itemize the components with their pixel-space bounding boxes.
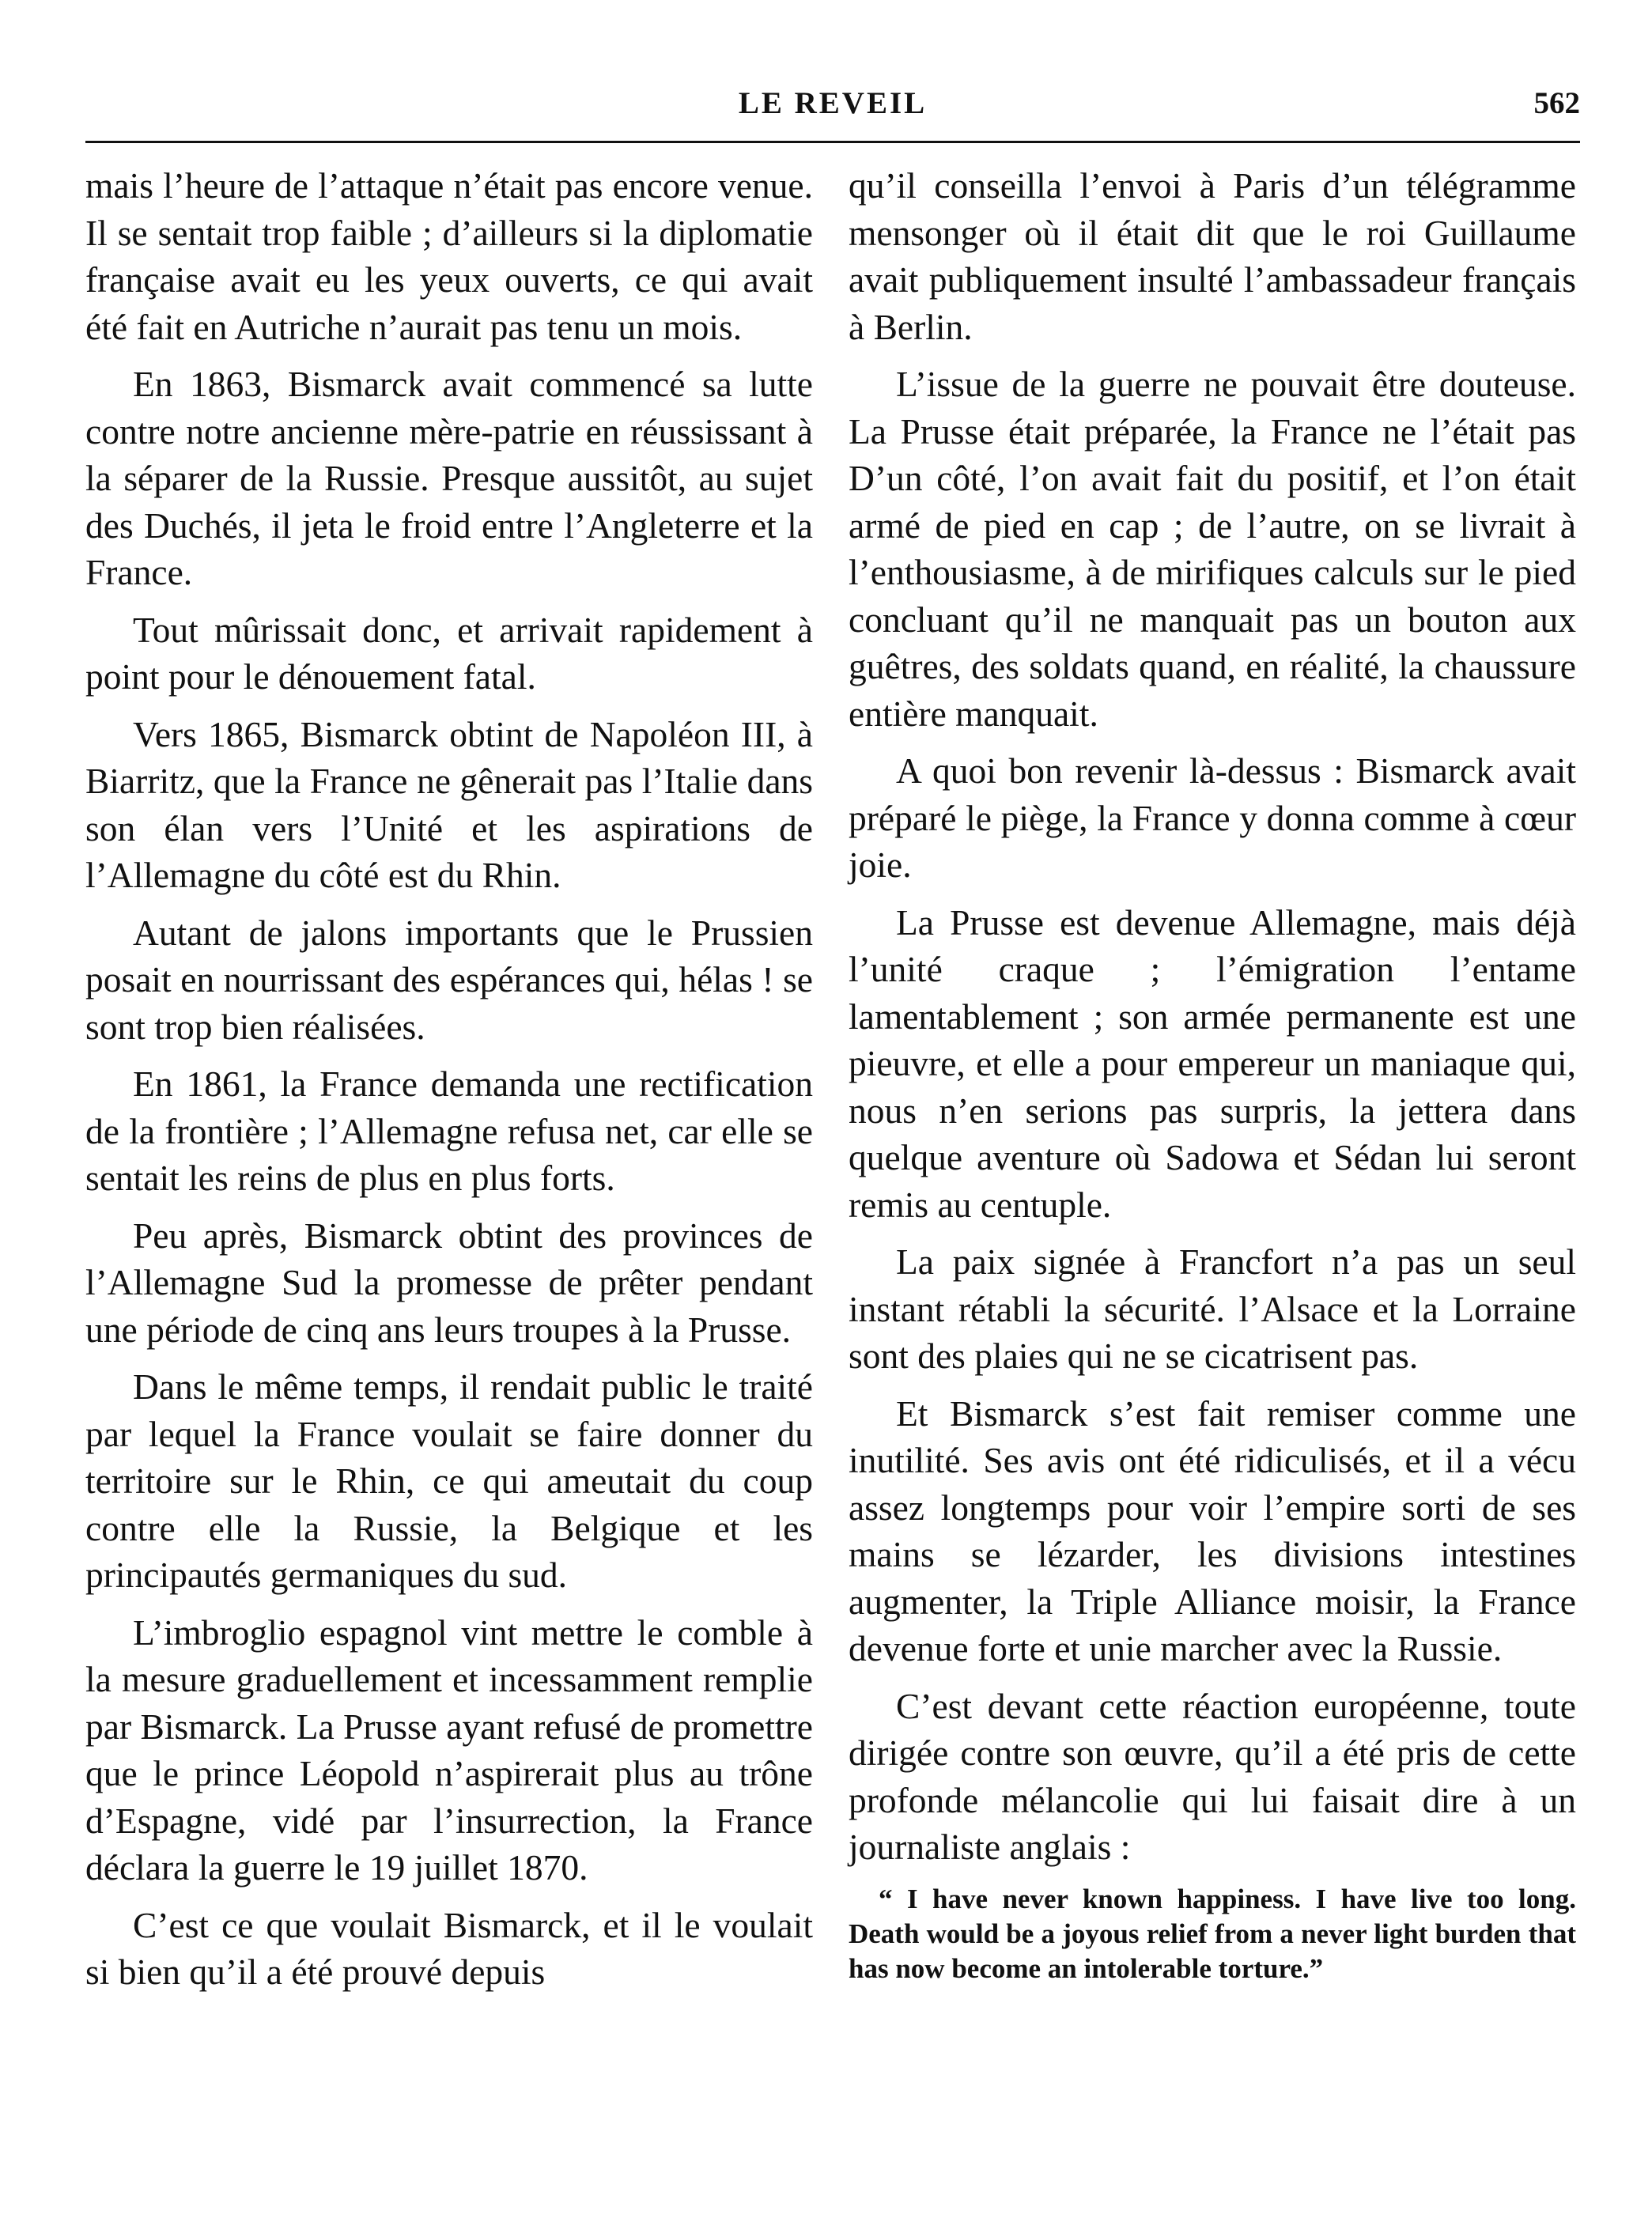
paragraph: La paix signée à Francfort n’a pas un seul instant rétabli la sécurité. l’Alsace et la Lorraine sont des plaies qui ne se cicatrisent pas. (849, 1241, 1576, 1376)
page-header (85, 85, 1580, 133)
running-title: LE REVEIL (738, 86, 928, 120)
paragraph: En 1861, la France demanda une rectification de la frontière ; l’Allemagne refusa net, car elle se sentait les reins de plus en plus forts. (85, 1064, 813, 1198)
paragraph: La Prusse est devenue Allemagne, mais déjà l’unité craque ; l’émigration l’entame lamentablement ; son armée permanente est une pieuvre, et elle a pour empereur un maniaque qui, nous n’en serions pas surpris, la jettera dans quelque aventure où Sadowa et Sédan lui seront remis au centuple. (849, 901, 1576, 1225)
quote: “ I have never known happiness. I have live too long. Death would be a joyous relief from a never light burden that has now become an intolerable torture.” (849, 1883, 1576, 1984)
paragraph: C’est devant cette réaction européenne, toute dirigée contre son œuvre, qu’il a été pris de cette profonde mélancolie qui lui faisait dire à un journaliste anglais : (849, 1685, 1576, 1867)
page-number: 562 (1533, 86, 1580, 120)
right-column (849, 162, 1576, 1986)
paragraph: L’imbroglio espagnol vint mettre le comble à la mesure graduellement et incessamment remplie par Bismarck. La Prusse ayant refusé de promettre que le prince Léopold n’aspirerait plus au trône d’Espagne, vidé par l’insurrection, la France déclara la guerre le 19 juillet 1870. (85, 1612, 813, 1887)
paragraph: A quoi bon revenir là-dessus : Bismarck avait préparé le piège, la France y donna comme à cœur joie. (849, 750, 1576, 885)
paragraph: Peu après, Bismarck obtint des provinces de l’Allemagne Sud la promesse de prêter pendant une période de cinq ans leurs troupes à la Prusse. (85, 1215, 813, 1350)
paragraph: mais l’heure de l’attaque n’était pas encore venue. Il se sentait trop faible ; d’ailleurs si la diplomatie française avait eu les yeux ouverts, ce qui avait été fait en Autriche n’aurait pas tenu un mois. (85, 165, 813, 347)
paragraph: Vers 1865, Bismarck obtint de Napoléon III, à Biarritz, que la France ne gênerait pas l’Italie dans son élan vers l’Unité et les aspirations de l’Allemagne du côté est du Rhin. (85, 713, 813, 895)
paragraph: En 1863, Bismarck avait commencé sa lutte contre notre ancienne mère-patrie en réussissant à la séparer de la Russie. Presque aussitôt, au sujet des Duchés, il jeta le froid entre l’Angleterre et la France. (85, 364, 813, 592)
left-column (85, 162, 813, 2006)
paragraph: qu’il conseilla l’envoi à Paris d’un télégramme mensonger où il était dit que le roi Guillaume avait publiquement insulté l’ambassadeur français à Berlin. (849, 165, 1576, 347)
paragraph: Autant de jalons importants que le Prussien posait en nourrissant des espérances qui, hélas ! se sont trop bien réalisées. (85, 912, 813, 1047)
paragraph: Dans le même temps, il rendait public le traité par lequel la France voulait se faire donner du territoire sur le Rhin, ce qui ameutait du coup contre elle la Russie, la Belgique et les principautés germaniques du sud. (85, 1366, 813, 1595)
header-rule (85, 141, 1580, 143)
paragraph: Tout mûrissait donc, et arrivait rapidement à point pour le dénouement fatal. (85, 609, 813, 697)
paragraph: L’issue de la guerre ne pouvait être douteuse. La Prusse était préparée, la France ne l’était pas D’un côté, l’on avait fait du positif, et l’on était armé de pied en cap ; de l’autre, on se livrait à l’enthousiasme, à de mirifiques calculs sur le pied concluant qu’il ne manquait pas un bouton aux guêtres, des soldats quand, en réalité, la chaussure entière manquait. (849, 364, 1576, 734)
paragraph: C’est ce que voulait Bismarck, et il le voulait si bien qu’il a été prouvé depuis (85, 1904, 813, 1992)
paragraph: Et Bismarck s’est fait remiser comme une inutilité. Ses avis ont été ridiculisés, et il a vécu assez longtemps pour voir l’empire sorti de ses mains se lézarder, les divisions intestines augmenter, la Triple Alliance moisir, la France devenue forte et unie marcher avec la Russie. (849, 1392, 1576, 1668)
